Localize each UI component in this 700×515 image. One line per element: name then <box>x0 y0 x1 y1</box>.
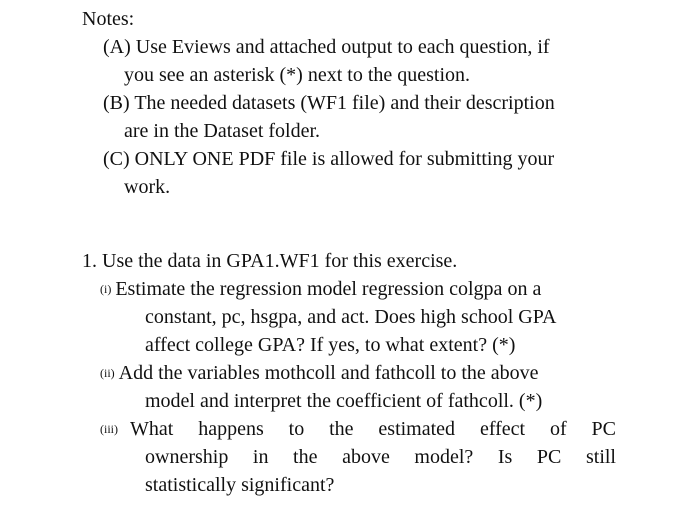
note-c-text-1: ONLY ONE PDF file is allowed for submitting your <box>134 148 555 170</box>
note-b-text-2: are in the Dataset folder. <box>124 120 321 142</box>
part-i-text-2: constant, pc, hsgpa, and act. Does high school GPA <box>145 306 557 328</box>
note-b-text-1: The needed datasets (WF1 file) and their description <box>134 92 555 114</box>
exercise-intro-text: Use the data in GPA1.WF1 for this exercise. <box>102 250 458 272</box>
part-ii-text-1: Add the variables mothcoll and fathcoll to the above <box>118 362 539 384</box>
part-ii-text-2: model and interpret the coefficient of fathcoll. (*) <box>145 390 543 412</box>
part-i-text-1: Estimate the regression model regression colgpa on a <box>115 278 542 300</box>
part-iii-text-3: statistically significant? <box>145 474 335 496</box>
note-c-text-2: work. <box>124 176 171 198</box>
part-ii-line-1 <box>100 361 539 385</box>
part-i-line-1 <box>100 277 541 301</box>
note-c-line-1 <box>103 147 554 171</box>
part-iii-marker: (iii) <box>100 422 118 436</box>
note-a-text-2: you see an asterisk (*) next to the question. <box>124 64 471 86</box>
note-b-line-1 <box>103 91 555 115</box>
note-a-text-1: Use Eviews and attached output to each question, if <box>135 36 550 58</box>
notes-title: Notes: <box>82 8 135 30</box>
part-i-marker: (i) <box>100 282 112 296</box>
part-iii-text-1: What happens to the estimated effect of PC <box>130 418 616 440</box>
part-iii-text-2: ownership in the above model? Is PC still <box>145 446 616 468</box>
part-ii-marker: (ii) <box>100 366 115 380</box>
part-i-text-3: affect college GPA? If yes, to what extent? (*) <box>145 334 516 356</box>
note-a-line-1 <box>103 35 550 59</box>
note-b-marker: (B) <box>103 92 130 114</box>
note-a-marker: (A) <box>103 36 131 58</box>
note-c-marker: (C) <box>103 148 130 170</box>
part-iii-line-1 <box>100 417 616 441</box>
exercise-intro <box>82 249 457 273</box>
exercise-number: 1. <box>82 250 97 272</box>
